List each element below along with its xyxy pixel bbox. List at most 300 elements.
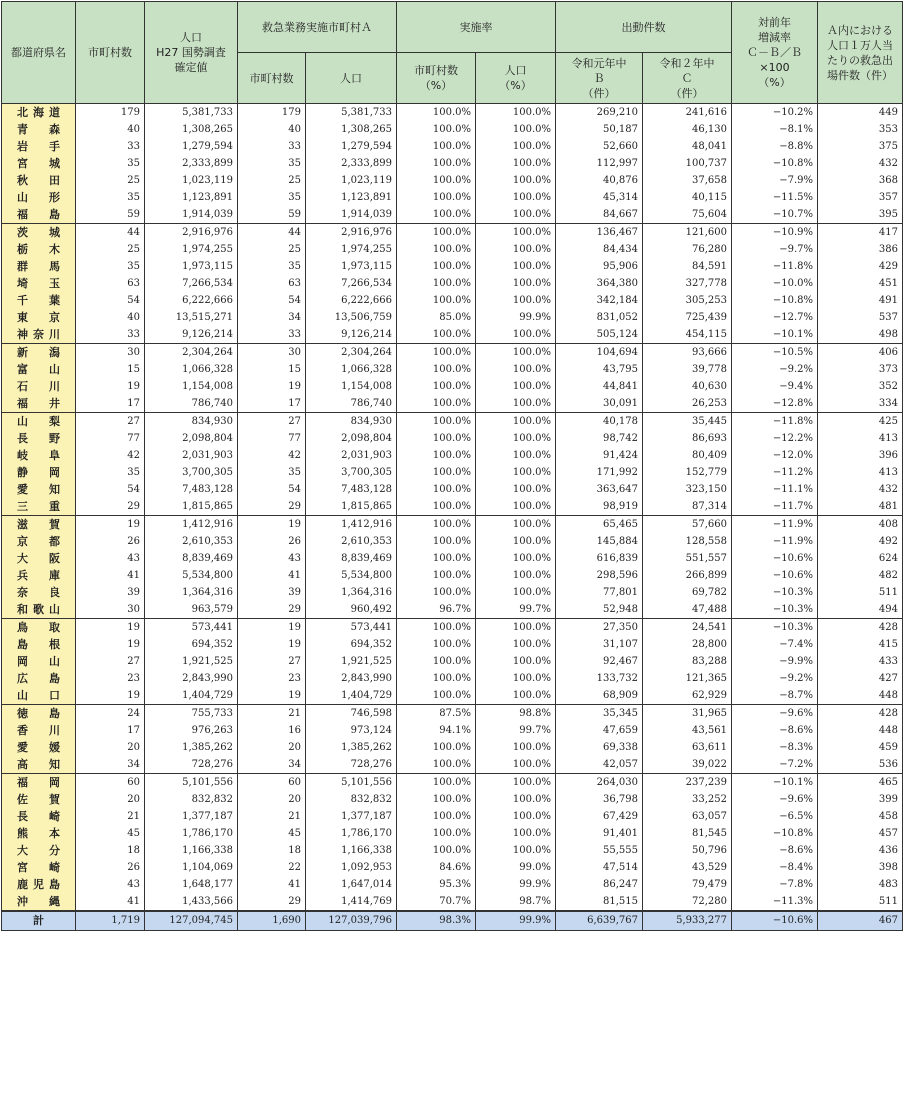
- data-cell: 91,401: [556, 825, 643, 842]
- prefecture-name: 熊本: [2, 825, 76, 842]
- data-cell: −10.2%: [732, 104, 818, 122]
- data-cell: 3,700,305: [145, 464, 238, 481]
- emergency-dispatch-table: [1, 1, 903, 931]
- data-cell: 537: [818, 309, 903, 326]
- total-cell: 1,690: [238, 911, 306, 931]
- data-cell: −10.8%: [732, 292, 818, 309]
- data-cell: 40,630: [643, 378, 732, 395]
- data-cell: 68,909: [556, 687, 643, 705]
- data-cell: 26: [76, 859, 145, 876]
- data-cell: −8.7%: [732, 687, 818, 705]
- prefecture-name: 鹿児島: [2, 876, 76, 893]
- data-cell: 94.1%: [397, 722, 476, 739]
- data-cell: −9.7%: [732, 241, 818, 258]
- data-cell: 976,263: [145, 722, 238, 739]
- data-cell: 2,304,264: [306, 344, 397, 362]
- data-cell: 8,839,469: [145, 550, 238, 567]
- data-cell: 30: [76, 344, 145, 362]
- prefecture-name: 福岡: [2, 774, 76, 792]
- data-cell: 43: [238, 550, 306, 567]
- data-cell: 21: [238, 705, 306, 723]
- data-cell: −9.2%: [732, 670, 818, 687]
- data-cell: 92,467: [556, 653, 643, 670]
- data-cell: 81,515: [556, 893, 643, 911]
- data-cell: 69,338: [556, 739, 643, 756]
- data-cell: 5,381,733: [145, 104, 238, 122]
- data-cell: 100.0%: [397, 550, 476, 567]
- data-cell: 100.0%: [476, 395, 556, 413]
- data-cell: 20: [76, 791, 145, 808]
- table-row: [2, 584, 903, 601]
- table-row: [2, 275, 903, 292]
- total-cell: 127,094,745: [145, 911, 238, 931]
- data-cell: −7.9%: [732, 172, 818, 189]
- data-cell: 1,786,170: [145, 825, 238, 842]
- data-cell: 728,276: [306, 756, 397, 774]
- data-cell: 28,800: [643, 636, 732, 653]
- data-cell: 573,441: [145, 619, 238, 637]
- data-cell: 2,843,990: [306, 670, 397, 687]
- data-cell: 100.0%: [397, 447, 476, 464]
- data-cell: 973,124: [306, 722, 397, 739]
- data-cell: 1,308,265: [306, 121, 397, 138]
- data-cell: 5,534,800: [306, 567, 397, 584]
- data-cell: 352: [818, 378, 903, 395]
- data-cell: 62,929: [643, 687, 732, 705]
- data-cell: −9.6%: [732, 705, 818, 723]
- data-cell: 34: [76, 756, 145, 774]
- data-cell: 40,115: [643, 189, 732, 206]
- data-cell: 21: [238, 808, 306, 825]
- data-cell: 1,166,338: [145, 842, 238, 859]
- data-cell: 264,030: [556, 774, 643, 792]
- table-row: [2, 774, 903, 792]
- data-cell: 17: [76, 722, 145, 739]
- data-cell: 23: [76, 670, 145, 687]
- data-cell: 834,930: [145, 413, 238, 431]
- data-cell: 33: [76, 138, 145, 155]
- data-cell: 353: [818, 121, 903, 138]
- data-cell: 25: [76, 172, 145, 189]
- data-cell: 1,921,525: [145, 653, 238, 670]
- header-a-population: 人口: [306, 53, 397, 104]
- data-cell: 145,884: [556, 533, 643, 550]
- table-row: [2, 138, 903, 155]
- data-cell: 104,694: [556, 344, 643, 362]
- data-cell: 43,795: [556, 361, 643, 378]
- data-cell: 100.0%: [476, 791, 556, 808]
- data-cell: −7.4%: [732, 636, 818, 653]
- prefecture-name: 高知: [2, 756, 76, 774]
- data-cell: 63,057: [643, 808, 732, 825]
- data-cell: 269,210: [556, 104, 643, 122]
- prefecture-name: 埼玉: [2, 275, 76, 292]
- data-cell: −12.2%: [732, 430, 818, 447]
- data-cell: 363,647: [556, 481, 643, 498]
- data-cell: −7.2%: [732, 756, 818, 774]
- data-cell: 34: [238, 756, 306, 774]
- data-cell: 18: [238, 842, 306, 859]
- data-cell: 100.0%: [397, 206, 476, 224]
- data-cell: 100.0%: [476, 687, 556, 705]
- table-row: [2, 292, 903, 309]
- prefecture-name: 富山: [2, 361, 76, 378]
- prefecture-name: 石川: [2, 378, 76, 395]
- data-cell: 100.0%: [476, 292, 556, 309]
- data-cell: 41: [238, 876, 306, 893]
- data-cell: 100.0%: [397, 516, 476, 534]
- data-cell: 87,314: [643, 498, 732, 516]
- data-cell: 25: [76, 241, 145, 258]
- data-cell: 52,660: [556, 138, 643, 155]
- data-cell: 831,052: [556, 309, 643, 326]
- data-cell: −10.9%: [732, 224, 818, 242]
- data-cell: 45: [238, 825, 306, 842]
- prefecture-name: 北海道: [2, 104, 76, 122]
- data-cell: 491: [818, 292, 903, 309]
- data-cell: 100.0%: [476, 481, 556, 498]
- data-cell: 15: [76, 361, 145, 378]
- data-cell: 100.0%: [476, 206, 556, 224]
- data-cell: 357: [818, 189, 903, 206]
- data-cell: 2,610,353: [145, 533, 238, 550]
- data-cell: 100.0%: [476, 653, 556, 670]
- data-cell: 2,098,804: [306, 430, 397, 447]
- data-cell: 16: [238, 722, 306, 739]
- data-cell: 1,385,262: [145, 739, 238, 756]
- data-cell: 100.0%: [397, 326, 476, 344]
- data-cell: 100.0%: [476, 550, 556, 567]
- data-cell: 483: [818, 876, 903, 893]
- data-cell: 80,409: [643, 447, 732, 464]
- data-cell: 429: [818, 258, 903, 275]
- data-cell: 27: [238, 653, 306, 670]
- data-cell: 33: [76, 326, 145, 344]
- total-cell: −10.6%: [732, 911, 818, 931]
- data-cell: 27: [76, 653, 145, 670]
- data-cell: 1,104,069: [145, 859, 238, 876]
- data-cell: 54: [76, 292, 145, 309]
- data-cell: 100.0%: [476, 670, 556, 687]
- prefecture-name: 茨城: [2, 224, 76, 242]
- data-cell: 63,611: [643, 739, 732, 756]
- data-cell: 454,115: [643, 326, 732, 344]
- data-cell: 100.0%: [397, 842, 476, 859]
- data-cell: 85.0%: [397, 309, 476, 326]
- data-cell: −11.2%: [732, 464, 818, 481]
- data-cell: 100.0%: [476, 842, 556, 859]
- data-cell: 413: [818, 464, 903, 481]
- data-cell: 39,022: [643, 756, 732, 774]
- data-cell: 100.0%: [397, 481, 476, 498]
- data-cell: 100.0%: [397, 275, 476, 292]
- data-cell: 37,658: [643, 172, 732, 189]
- data-cell: 298,596: [556, 567, 643, 584]
- data-cell: 2,098,804: [145, 430, 238, 447]
- data-cell: 152,779: [643, 464, 732, 481]
- total-cell: 6,639,767: [556, 911, 643, 931]
- data-cell: −8.3%: [732, 739, 818, 756]
- prefecture-name: 山形: [2, 189, 76, 206]
- data-cell: 305,253: [643, 292, 732, 309]
- data-cell: −10.1%: [732, 774, 818, 792]
- table-row: [2, 309, 903, 326]
- data-cell: 5,534,800: [145, 567, 238, 584]
- table-row: [2, 619, 903, 637]
- data-cell: 52,948: [556, 601, 643, 619]
- table-row: [2, 206, 903, 224]
- data-cell: 100.0%: [397, 104, 476, 122]
- data-cell: 364,380: [556, 275, 643, 292]
- data-cell: 399: [818, 791, 903, 808]
- data-cell: 536: [818, 756, 903, 774]
- data-cell: −11.3%: [732, 893, 818, 911]
- data-cell: 428: [818, 619, 903, 637]
- header-population: 人口 H27 国勢調査 確定値: [145, 2, 238, 104]
- data-cell: −10.3%: [732, 601, 818, 619]
- data-cell: 1,414,769: [306, 893, 397, 911]
- data-cell: 100.0%: [397, 361, 476, 378]
- data-cell: 511: [818, 893, 903, 911]
- data-cell: 179: [238, 104, 306, 122]
- table-row: [2, 756, 903, 774]
- data-cell: 20: [238, 739, 306, 756]
- data-cell: 1,279,594: [145, 138, 238, 155]
- data-cell: 396: [818, 447, 903, 464]
- prefecture-name: 神奈川: [2, 326, 76, 344]
- data-cell: 171,992: [556, 464, 643, 481]
- prefecture-name: 岡山: [2, 653, 76, 670]
- data-cell: 84,591: [643, 258, 732, 275]
- data-cell: 100.0%: [397, 395, 476, 413]
- prefecture-name: 三重: [2, 498, 76, 516]
- data-cell: 40,876: [556, 172, 643, 189]
- data-cell: 98,919: [556, 498, 643, 516]
- data-cell: 746,598: [306, 705, 397, 723]
- data-cell: 26,253: [643, 395, 732, 413]
- data-cell: 30,091: [556, 395, 643, 413]
- data-cell: −11.7%: [732, 498, 818, 516]
- table-row: [2, 378, 903, 395]
- data-cell: −10.8%: [732, 825, 818, 842]
- data-cell: 69,782: [643, 584, 732, 601]
- data-cell: 832,832: [306, 791, 397, 808]
- data-cell: 45: [76, 825, 145, 842]
- data-cell: 1,404,729: [306, 687, 397, 705]
- data-cell: 1,364,316: [306, 584, 397, 601]
- data-cell: 63: [76, 275, 145, 292]
- header-rate: 実施率: [397, 2, 556, 53]
- data-cell: 100.0%: [397, 653, 476, 670]
- table-row: [2, 430, 903, 447]
- data-cell: 100.0%: [476, 808, 556, 825]
- data-cell: 42: [76, 447, 145, 464]
- data-cell: 100.0%: [476, 361, 556, 378]
- data-cell: 35: [76, 155, 145, 172]
- data-cell: 457: [818, 825, 903, 842]
- data-cell: 624: [818, 550, 903, 567]
- data-cell: 83,288: [643, 653, 732, 670]
- data-cell: 99.7%: [476, 601, 556, 619]
- data-cell: 415: [818, 636, 903, 653]
- data-cell: 505,124: [556, 326, 643, 344]
- data-cell: −10.3%: [732, 619, 818, 637]
- header-a-municipalities: 市町村数: [238, 53, 306, 104]
- data-cell: 87.5%: [397, 705, 476, 723]
- data-cell: −11.9%: [732, 533, 818, 550]
- data-cell: 100.0%: [476, 584, 556, 601]
- data-cell: 241,616: [643, 104, 732, 122]
- data-cell: 573,441: [306, 619, 397, 637]
- data-cell: 694,352: [306, 636, 397, 653]
- header-r1: 令和元年中 Ｂ （件）: [556, 53, 643, 104]
- prefecture-name: 愛媛: [2, 739, 76, 756]
- data-cell: 43,561: [643, 722, 732, 739]
- table-row: [2, 361, 903, 378]
- data-cell: 26: [76, 533, 145, 550]
- data-cell: 99.7%: [476, 722, 556, 739]
- data-cell: 832,832: [145, 791, 238, 808]
- data-cell: 100.0%: [476, 825, 556, 842]
- data-cell: 1,648,177: [145, 876, 238, 893]
- data-cell: 54: [76, 481, 145, 498]
- data-cell: 43: [76, 550, 145, 567]
- header-per10k: Ａ内における 人口１万人当 たりの救急出 場件数（件）: [818, 2, 903, 104]
- table-row: [2, 413, 903, 431]
- data-cell: 29: [238, 498, 306, 516]
- table-row: [2, 172, 903, 189]
- data-cell: 100.0%: [476, 326, 556, 344]
- data-cell: 40: [76, 121, 145, 138]
- data-cell: 100.0%: [397, 791, 476, 808]
- data-cell: 100.0%: [397, 224, 476, 242]
- data-cell: 26: [238, 533, 306, 550]
- prefecture-name: 千葉: [2, 292, 76, 309]
- data-cell: 425: [818, 413, 903, 431]
- data-cell: 112,997: [556, 155, 643, 172]
- table-row: [2, 326, 903, 344]
- data-cell: 100.0%: [397, 378, 476, 395]
- data-cell: 35,445: [643, 413, 732, 431]
- data-cell: 72,280: [643, 893, 732, 911]
- data-cell: 24: [76, 705, 145, 723]
- data-cell: 427: [818, 670, 903, 687]
- data-cell: 42: [238, 447, 306, 464]
- data-cell: 1,914,039: [306, 206, 397, 224]
- data-cell: 29: [238, 601, 306, 619]
- prefecture-name: 秋田: [2, 172, 76, 189]
- data-cell: 44: [76, 224, 145, 242]
- total-cell: 5,933,277: [643, 911, 732, 931]
- data-cell: −9.6%: [732, 791, 818, 808]
- prefecture-name: 和歌山: [2, 601, 76, 619]
- data-cell: 1,974,255: [306, 241, 397, 258]
- table-row: [2, 481, 903, 498]
- data-cell: 100.0%: [397, 189, 476, 206]
- data-cell: 1,308,265: [145, 121, 238, 138]
- prefecture-name: 香川: [2, 722, 76, 739]
- data-cell: 428: [818, 705, 903, 723]
- data-cell: 786,740: [306, 395, 397, 413]
- prefecture-name: 長崎: [2, 808, 76, 825]
- prefecture-name: 鳥取: [2, 619, 76, 637]
- data-cell: 43: [76, 876, 145, 893]
- data-cell: 35: [76, 464, 145, 481]
- data-cell: 29: [238, 893, 306, 911]
- data-cell: 100.0%: [476, 104, 556, 122]
- data-cell: 1,973,115: [145, 258, 238, 275]
- data-cell: 33: [238, 138, 306, 155]
- data-cell: 100.0%: [397, 756, 476, 774]
- data-cell: 99.0%: [476, 859, 556, 876]
- data-cell: 27,350: [556, 619, 643, 637]
- data-cell: 93,666: [643, 344, 732, 362]
- data-cell: 100.0%: [476, 447, 556, 464]
- data-cell: 327,778: [643, 275, 732, 292]
- data-cell: 7,266,534: [145, 275, 238, 292]
- data-cell: 100.0%: [476, 155, 556, 172]
- data-cell: 482: [818, 567, 903, 584]
- data-cell: 100.0%: [397, 584, 476, 601]
- prefecture-name: 栃木: [2, 241, 76, 258]
- data-cell: 963,579: [145, 601, 238, 619]
- data-cell: −9.2%: [732, 361, 818, 378]
- data-cell: 755,733: [145, 705, 238, 723]
- data-cell: 100.0%: [397, 825, 476, 842]
- prefecture-name: 長野: [2, 430, 76, 447]
- table-row: [2, 739, 903, 756]
- data-cell: 55,555: [556, 842, 643, 859]
- data-cell: 19: [238, 378, 306, 395]
- data-cell: 46,130: [643, 121, 732, 138]
- data-cell: 2,916,976: [306, 224, 397, 242]
- header-rate-population: 人口 （%）: [476, 53, 556, 104]
- table-row: [2, 550, 903, 567]
- data-cell: 448: [818, 687, 903, 705]
- data-cell: 616,839: [556, 550, 643, 567]
- data-cell: 1,412,916: [306, 516, 397, 534]
- data-cell: 323,150: [643, 481, 732, 498]
- data-cell: 100.0%: [397, 567, 476, 584]
- data-cell: 3,700,305: [306, 464, 397, 481]
- data-cell: −10.3%: [732, 584, 818, 601]
- table-row: [2, 121, 903, 138]
- data-cell: −10.5%: [732, 344, 818, 362]
- data-cell: 84.6%: [397, 859, 476, 876]
- data-cell: 35,345: [556, 705, 643, 723]
- data-cell: 342,184: [556, 292, 643, 309]
- data-cell: 100.0%: [397, 241, 476, 258]
- data-cell: 100.0%: [397, 636, 476, 653]
- data-cell: 48,041: [643, 138, 732, 155]
- data-cell: 1,921,525: [306, 653, 397, 670]
- data-cell: 95,906: [556, 258, 643, 275]
- data-cell: 79,479: [643, 876, 732, 893]
- data-cell: 368: [818, 172, 903, 189]
- data-cell: 100.0%: [397, 292, 476, 309]
- data-cell: 1,123,891: [306, 189, 397, 206]
- table-row: [2, 722, 903, 739]
- data-cell: 77,801: [556, 584, 643, 601]
- data-cell: 100.0%: [476, 413, 556, 431]
- data-cell: 7,483,128: [145, 481, 238, 498]
- data-cell: 5,101,556: [145, 774, 238, 792]
- prefecture-name: 岐阜: [2, 447, 76, 464]
- data-cell: 449: [818, 104, 903, 122]
- data-cell: −10.0%: [732, 275, 818, 292]
- data-cell: 39: [76, 584, 145, 601]
- data-cell: 100.0%: [476, 516, 556, 534]
